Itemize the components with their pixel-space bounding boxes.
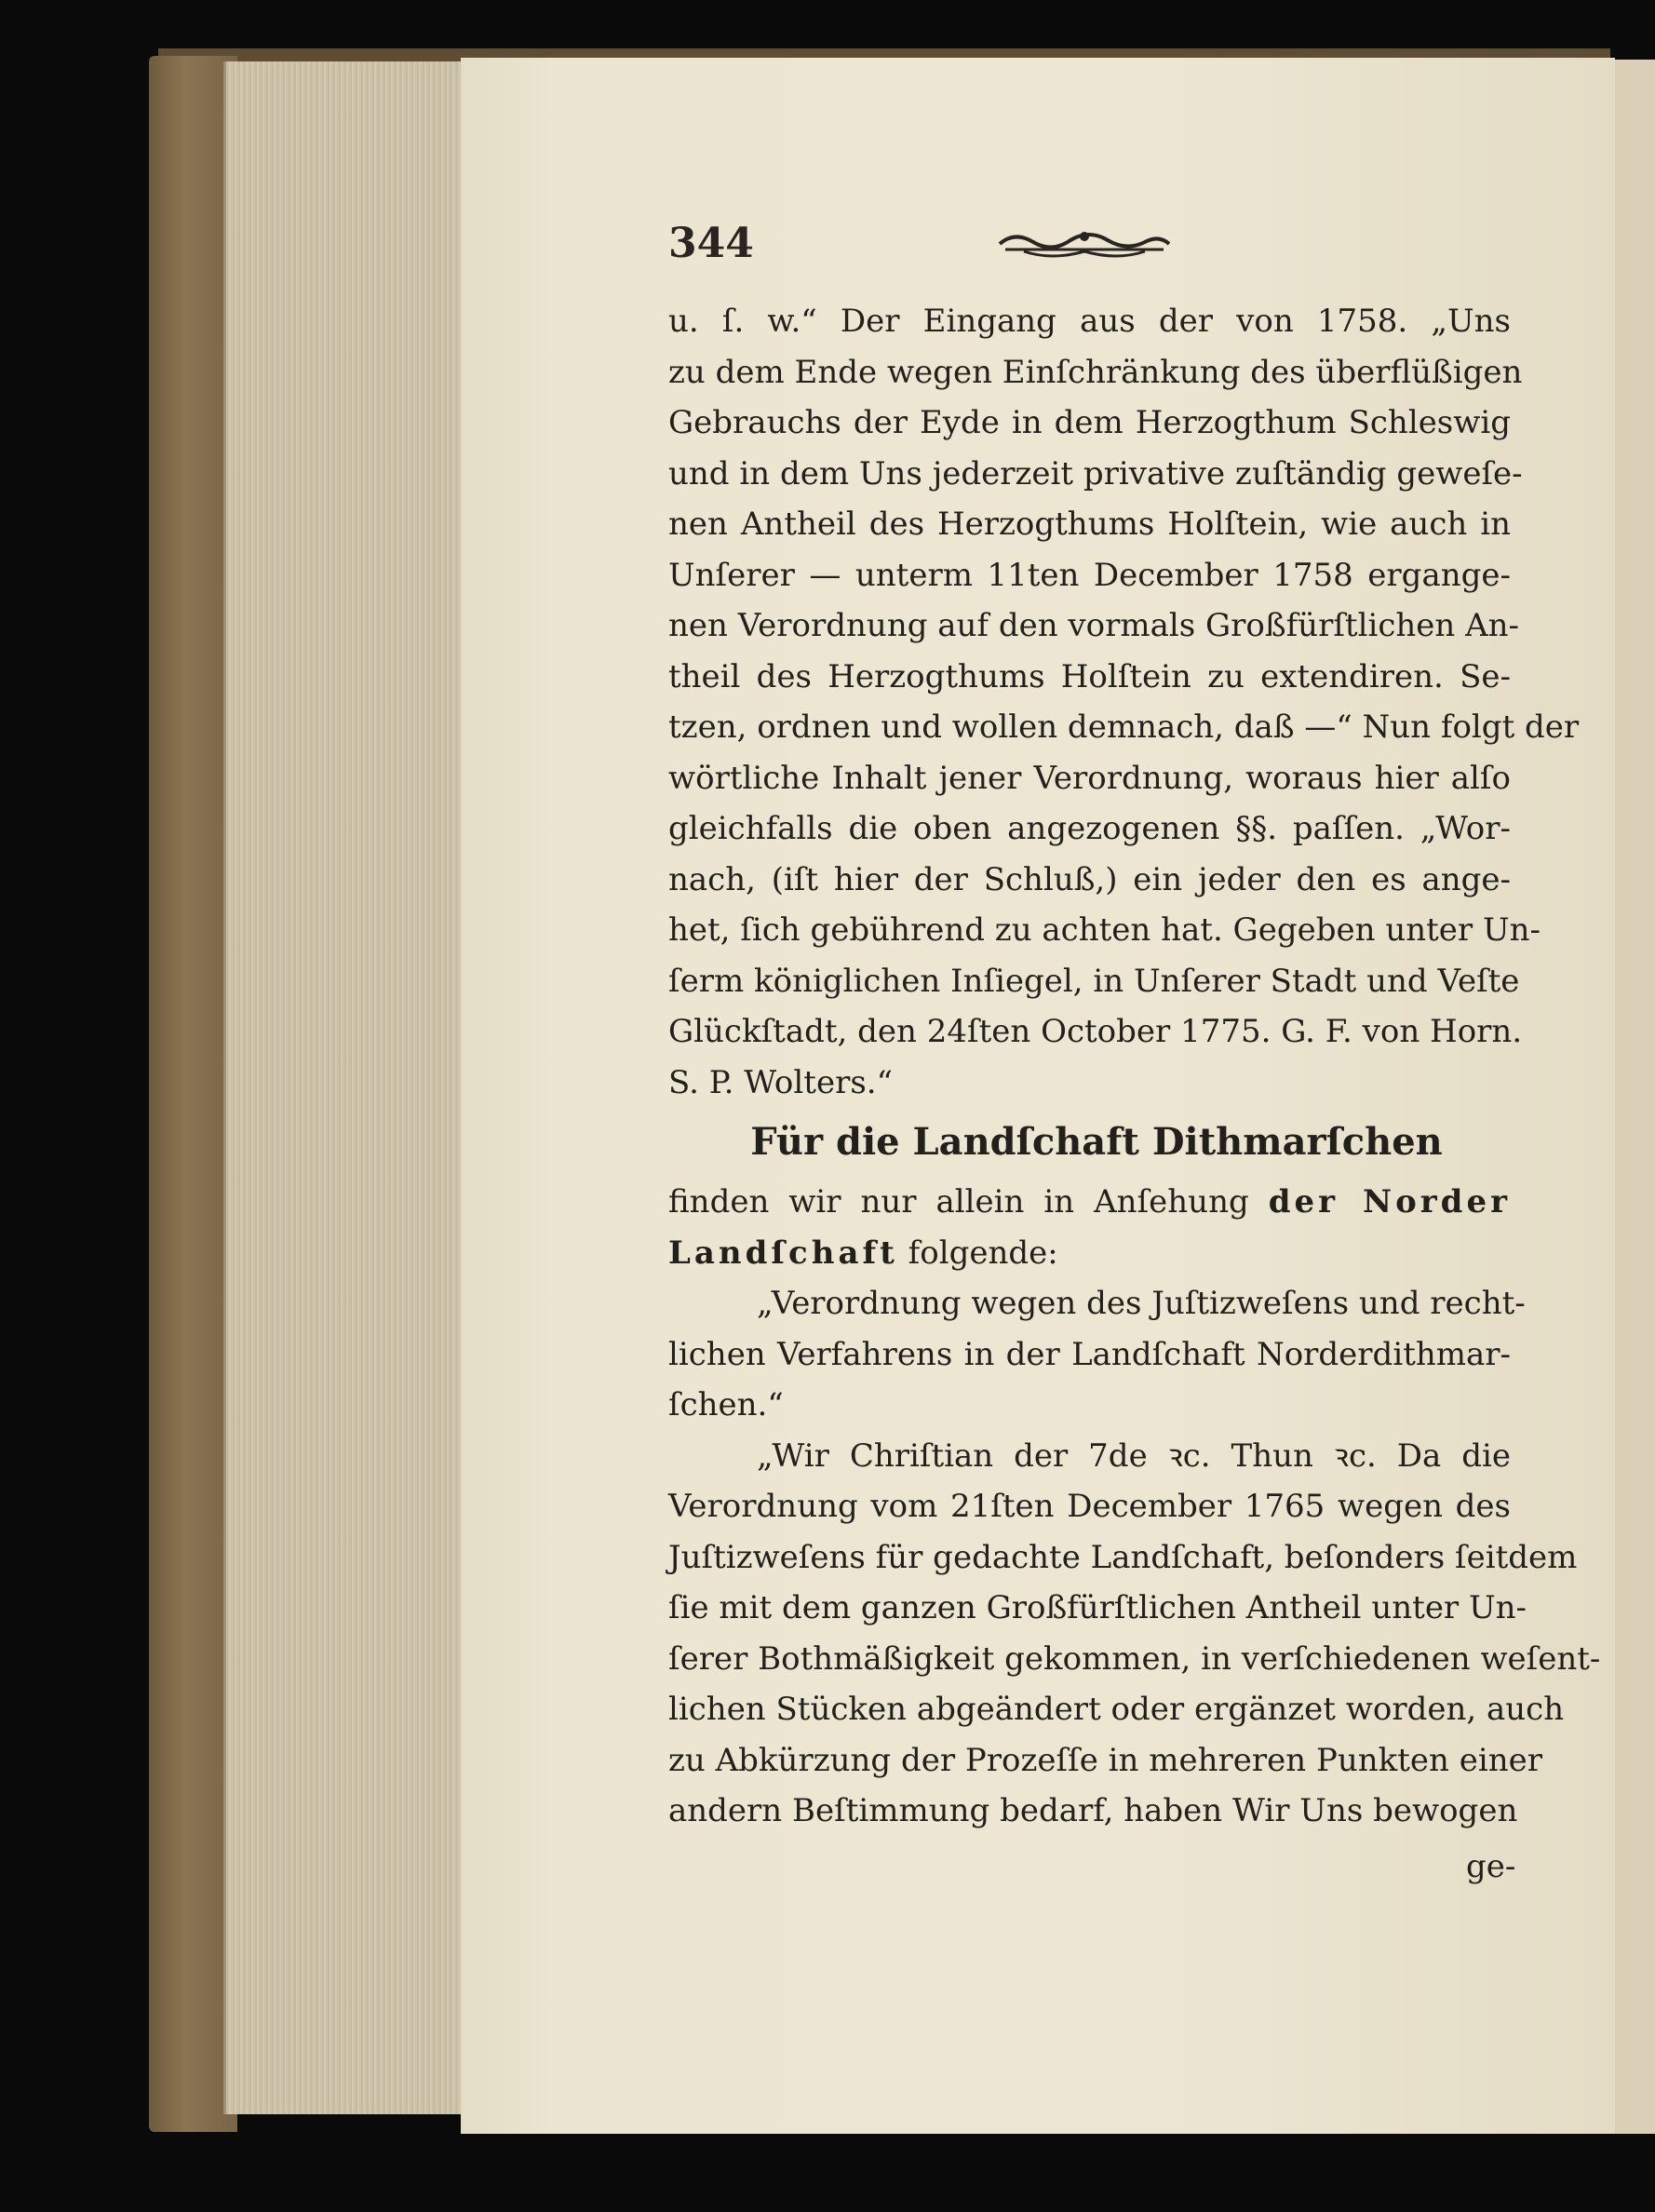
catchword: ge-: [1466, 1848, 1516, 1885]
header-ornament: [996, 223, 1173, 263]
page-number: 344: [668, 220, 754, 267]
text-line: Juſtizweſens für gedachte Landſchaft, beſonders ſeitdem: [668, 1538, 1578, 1576]
text-line: ſchen.“: [668, 1386, 784, 1423]
text-line: nen Verordnung auf den vormals Großfürſtlichen An-: [668, 607, 1520, 644]
text-line: theil des Herzogthums Holſtein zu extendiren. Se-: [668, 657, 1511, 695]
text-line: nach, (iſt hier der Schluß,) ein jeder den es ange-: [668, 860, 1511, 898]
page-edges: [223, 61, 468, 2114]
text-line: wörtliche Inhalt jener Verordnung, woraus hier alſo: [668, 759, 1511, 797]
text-line: [668, 1177, 1511, 1228]
text-line: lichen Verfahrens in der Landſchaft Norderdithmar-: [668, 1335, 1511, 1373]
text-line: ſerer Bothmäßigkeit gekommen, in verſchiedenen weſent-: [668, 1639, 1601, 1678]
spaced-text: Landſchaft: [668, 1234, 898, 1272]
next-page-edge: [1615, 60, 1655, 2134]
text-line: zu Abkürzung der Prozeſſe in mehreren Punkten einer: [668, 1741, 1542, 1779]
text-line: S. P. Wolters.“: [668, 1063, 893, 1101]
text-line: tzen, ordnen und wollen demnach, daß —“ Nun folgt der: [668, 708, 1580, 746]
text-line: ſerm königlichen Inſiegel, in Unſerer Stadt und Veſte: [668, 962, 1520, 1000]
text-line: Unſerer — unterm 11ten December 1758 ergange-: [668, 556, 1511, 594]
text-line: Verordnung vom 21ſten December 1765 wegen des: [668, 1488, 1511, 1525]
text-line: „Verordnung wegen des Juſtizweſens und recht-: [757, 1285, 1526, 1322]
text-line: [668, 1228, 1511, 1279]
text-line: lichen Stücken abgeändert oder ergänzet worden, auch: [668, 1691, 1565, 1728]
spaced-text: der Norder: [1268, 1183, 1511, 1221]
text-line: andern Beſtimmung bedarf, haben Wir Uns bewogen: [668, 1792, 1518, 1829]
text-fragment: finden wir nur allein in Anſehung: [668, 1183, 1269, 1221]
text-line: und in dem Uns jederzeit privative zuſtändig geweſe-: [668, 454, 1523, 492]
text-line: gleichfalls die oben angezogenen §§. paſſen. „Wor-: [668, 810, 1511, 847]
text-line: ſie mit dem ganzen Großfürſtlichen Antheil unter Un-: [668, 1589, 1527, 1626]
text-line: het, ſich gebührend zu achten hat. Gegeben unter Un-: [668, 911, 1541, 949]
text-line: „Wir Chriſtian der 7de ꝛc. Thun ꝛc. Da die: [757, 1436, 1511, 1475]
text-line: u. ſ. w.“ Der Eingang aus der von 1758. „Uns: [668, 303, 1511, 340]
text-line: Gebrauchs der Eyde in dem Herzogthum Schleswig: [668, 404, 1511, 441]
text-line: nen Antheil des Herzogthums Holſtein, wie auch in: [668, 506, 1511, 543]
text-line: Glückſtadt, den 24ſten October 1775. G. F. von Horn.: [668, 1013, 1523, 1050]
main-text: [668, 296, 1601, 1837]
text-fragment: folgende:: [897, 1234, 1058, 1272]
text-line: zu dem Ende wegen Einſchränkung des überflüßigen: [668, 353, 1523, 391]
section-heading: Für die Landſchaft Dithmarſchen: [750, 1120, 1443, 1164]
